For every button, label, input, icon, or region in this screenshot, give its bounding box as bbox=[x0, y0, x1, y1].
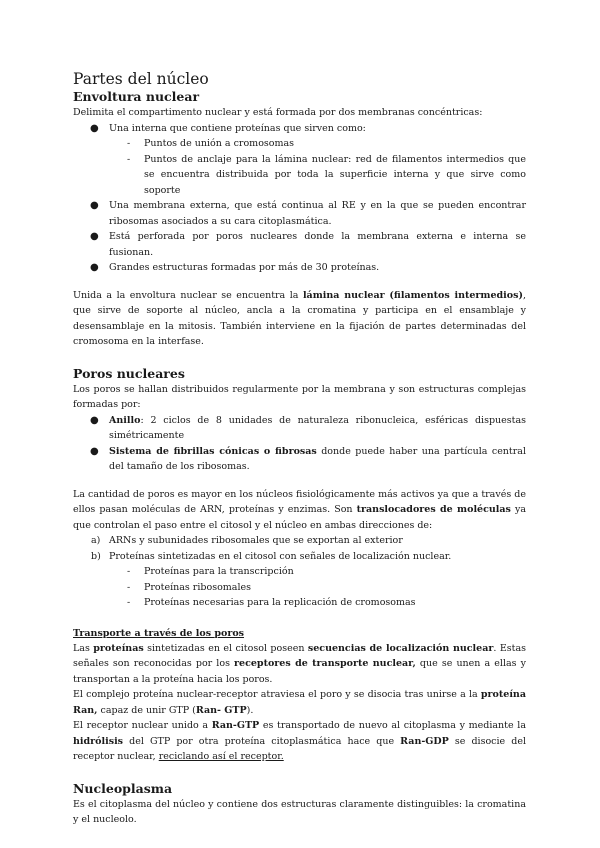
envoltura-dash-list bbox=[73, 136, 526, 198]
dash-icon: - bbox=[127, 597, 131, 608]
dash-icon: - bbox=[127, 566, 131, 577]
dash-icon: - bbox=[127, 153, 131, 165]
poros-paragraph: La cantidad de poros es mayor en los núcleos fisiológicamente más activos ya que a través de ellos pasan moléculas de ARN, proteínas y enzimas. Son translocadores de moléculas ya que controlan el paso entre el citosol y el núcleo en ambas direcciones de: bbox=[73, 488, 526, 531]
list-item: ● Grandes estructuras formadas por más de 30 proteínas. bbox=[73, 260, 526, 276]
list-item: - Proteínas para la transcripción bbox=[73, 564, 526, 580]
bullet-icon: ● bbox=[90, 122, 99, 134]
list-item: b) Proteínas sintetizadas en el citosol con señales de localización nuclear. bbox=[91, 550, 452, 562]
list-item: - Puntos de unión a cromosomas bbox=[73, 136, 526, 152]
section-title-poros: Poros nucleares bbox=[73, 365, 185, 381]
list-item: a) ARNs y subunidades ribosomales que se exportan al exterior bbox=[91, 535, 403, 546]
bullet-icon: ● bbox=[90, 445, 99, 457]
poros-alpha-list bbox=[73, 533, 526, 564]
list-item: - Puntos de anclaje para la lámina nuclear: red de filamentos intermedios que se encuentra distribuida por toda la superficie interna y que sirve como soporte bbox=[127, 153, 526, 196]
list-item: ● Anillo: 2 ciclos de 8 unidades de naturaleza ribonucleica, esféricas dispuestas simétricamente bbox=[90, 414, 526, 441]
list-item: ● Está perforada por poros nucleares donde la membrana externa e interna se fusionan. bbox=[90, 231, 526, 258]
list-item: ● Una interna que contiene proteínas que sirven como: bbox=[73, 121, 526, 137]
subsection-title-transporte: Transporte a través de los poros bbox=[73, 627, 245, 639]
envoltura-intro: Delimita el compartimento nuclear y está formada por dos membranas concéntricas: bbox=[73, 107, 483, 118]
nucleoplasma-paragraph: Es el citoplasma del núcleo y contiene dos estructuras claramente distinguibles: la cromatina y el nucleolo. bbox=[73, 798, 526, 825]
list-item: ● Sistema de fibrillas cónicas o fibrosas donde puede haber una partícula central del tamaño de los ribosomas. bbox=[90, 445, 526, 472]
lamina-paragraph: Unida a la envoltura nuclear se encuentra la lámina nuclear (filamentos intermedios), que sirve de soporte al núcleo, ancla a la cromatina y participa en el ensamblaje y desensamblaje en la mitosis. También interviene en la fijación de partes determinadas del cromosoma en la interfase. bbox=[73, 289, 526, 347]
poros-intro: Los poros se hallan distribuidos regularmente por la membrana y son estructuras complejas formadas por: bbox=[73, 383, 526, 410]
dash-icon: - bbox=[127, 138, 131, 149]
dash-icon: - bbox=[127, 581, 131, 593]
bullet-icon: ● bbox=[90, 200, 99, 211]
document-title: Partes del núcleo bbox=[73, 70, 209, 88]
transporte-paragraph-3: El receptor nuclear unido a Ran-GTP es transportado de nuevo al citoplasma y mediante la hidrólisis del GTP por otra proteína citoplasmática hace que Ran-GDP se disocie del receptor nuclear, reciclando así el receptor. bbox=[73, 720, 526, 762]
bullet-icon: ● bbox=[90, 231, 99, 242]
list-item: - Proteínas necesarias para la replicación de cromosomas bbox=[73, 595, 526, 611]
bullet-icon: ● bbox=[90, 262, 99, 273]
envoltura-bullet-list bbox=[73, 121, 526, 137]
poros-bullet-list bbox=[73, 413, 526, 475]
poros-dash-list bbox=[73, 564, 526, 611]
transporte-paragraph-1: Las proteínas sintetizadas en el citosol poseen secuencias de localización nuclear. Estas señales son reconocidas por los receptores de transporte nuclear, que se unen a ellas y transportan a la proteína hacia los poros. bbox=[73, 642, 526, 685]
list-item: - Proteínas ribosomales bbox=[73, 580, 526, 596]
section-title-nucleoplasma: Nucleoplasma bbox=[73, 780, 173, 796]
envoltura-bullet-list-2 bbox=[73, 198, 526, 276]
transporte-paragraph-2: El complejo proteína nuclear-receptor atraviesa el poro y se disocia tras unirse a la proteína Ran, capaz de unir GTP (Ran- GTP). bbox=[73, 689, 526, 716]
list-item: ● Una membrana externa, que está continua al RE y en la que se pueden encontrar ribosomas asociados a su cara citoplasmática. bbox=[90, 200, 526, 227]
bullet-icon: ● bbox=[90, 414, 99, 426]
section-title-envoltura: Envoltura nuclear bbox=[73, 89, 200, 104]
